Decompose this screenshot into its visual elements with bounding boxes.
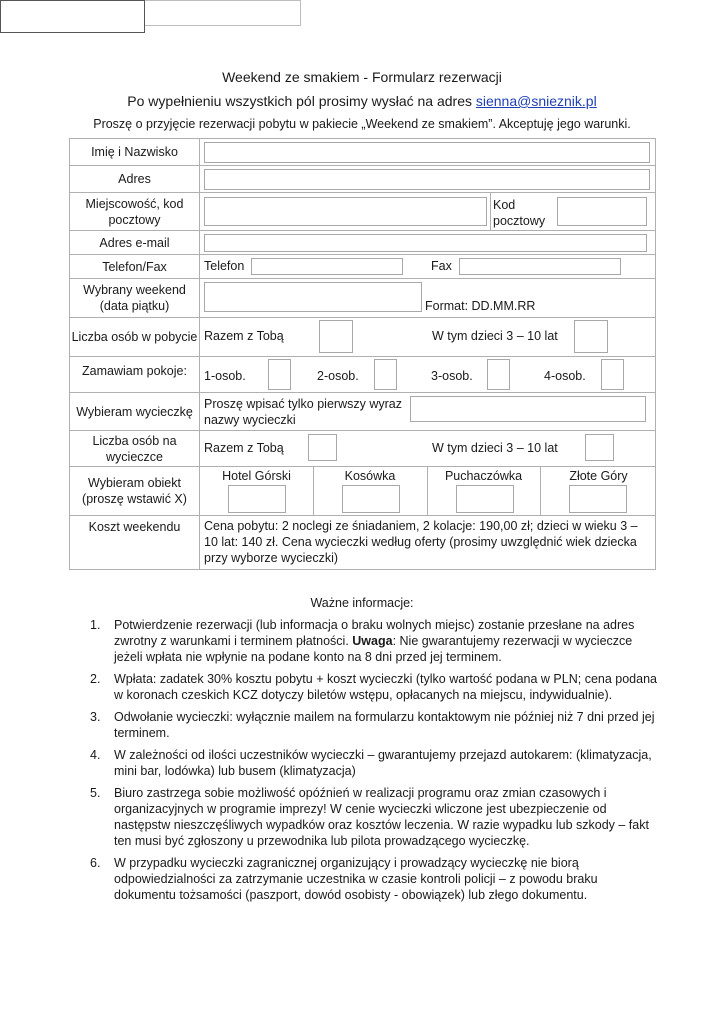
city-field[interactable] <box>204 197 487 226</box>
header-input-box[interactable] <box>0 0 145 33</box>
phonefax-label: Telefon/Fax <box>70 255 200 279</box>
postcode-label: Kod pocztowy <box>493 198 546 228</box>
trip-children-label: W tym dzieci 3 – 10 lat <box>432 441 558 455</box>
room-4-field[interactable] <box>601 359 624 390</box>
name-label: Imię i Nazwisko <box>70 139 200 166</box>
info-item: 3. Odwołanie wycieczki: wyłącznie mailem na formularzu kontaktowym nie później niż 7 dni przed jej terminem. <box>90 710 655 740</box>
info-item: 4. W zależności od ilości uczestników wycieczki – gwarantujemy przejazd autokarem: (klimatyzacja, mini bar, lodówka) lub busem (klimatyzacja) <box>90 748 652 778</box>
info-item: 5. Biuro zastrzega sobie możliwość opóźnień w realizacji programu oraz zmian czasowych i organizacyjnych w programie imprezy! W cenie wycieczki wliczone jest ubezpieczenie od następstw nieszczęśliwych wypadków oraz kosztów leczenia. W razie wypadku lub szkody – fakt ten musi być zgłoszony u przewodnika lub pilota prowadzącego wycieczkę. <box>90 786 649 848</box>
email-field[interactable] <box>204 234 647 252</box>
email-link[interactable]: sienna@snieznik.pl <box>475 93 597 109</box>
weekend-format-hint: Format: DD.MM.RR <box>425 299 536 313</box>
trip-with-you-label: Razem z Tobą <box>204 441 284 455</box>
subtitle-text: Po wypełnieniu wszystkich pól prosimy wysłać na adres <box>127 93 476 109</box>
persons-count-field[interactable] <box>319 320 353 353</box>
address-field[interactable] <box>204 169 650 190</box>
trip-children-field[interactable] <box>585 434 614 461</box>
page-subtitle <box>0 93 724 109</box>
name-field[interactable] <box>204 142 650 163</box>
info-item: 6. W przypadku wycieczki zagranicznej organizujący i prowadzący wycieczkę nie biorą odpowiedzialności za zatrzymanie uczestnika w czasie kontroli policji – z powodu braku dokumentu tożsamości (paszport, dowód osobisty - obowiązek) lub złego dokumentu. <box>90 856 598 902</box>
object-puchaczowka-label: Puchaczówka <box>444 469 523 483</box>
trip-label: Wybieram wycieczkę <box>70 393 200 431</box>
trip-hint: Proszę wpisać tylko pierwszy wyraz nazwy wycieczki <box>204 397 402 427</box>
object-label: Wybieram obiekt (proszę wstawić X) <box>70 467 200 516</box>
object-zlote-gory-field[interactable] <box>569 485 627 513</box>
fax-field[interactable] <box>459 258 621 275</box>
info-item: 1. Potwierdzenie rezerwacji (lub informacja o braku wolnych miejsc) zostanie przesłane na adres zwrotny z warunkami i terminem płatności. Uwaga: Nie gwarantujemy rezerwacji w wycieczce jeżeli wpłata nie wpłynie na podane konto na 8 dni przed jej terminem. <box>90 618 635 664</box>
rooms-label: Zamawiam pokoje: <box>70 357 200 393</box>
cost-label: Koszt weekendu <box>70 516 200 570</box>
info-list <box>88 617 658 909</box>
room-1-field[interactable] <box>268 359 291 390</box>
postcode-field[interactable] <box>557 197 647 226</box>
object-zlote-gory-label: Złote Góry <box>569 469 628 483</box>
room-2-field[interactable] <box>374 359 397 390</box>
room-4-label: 4-osob. <box>544 369 586 383</box>
persons-children-field[interactable] <box>574 320 608 353</box>
email-label: Adres e-mail <box>70 231 200 255</box>
object-hotel-gorski-label: Hotel Górski <box>222 469 291 483</box>
city-label: Miejscowość, kod pocztowy <box>70 193 200 231</box>
persons-label: Liczba osób w pobycie <box>70 318 200 357</box>
weekend-date-field[interactable] <box>204 282 422 312</box>
header-input-box-secondary[interactable] <box>145 0 301 26</box>
address-label: Adres <box>70 166 200 193</box>
object-kosowka-label: Kosówka <box>344 469 396 483</box>
reservation-form <box>69 138 656 570</box>
fax-label: Fax <box>431 259 452 273</box>
trip-name-field[interactable] <box>410 396 646 422</box>
info-item: 2. Wpłata: zadatek 30% kosztu pobytu + koszt wycieczki (tylko wartość podana w PLN; cena podana w koronach czeskich KCZ dotyczy biletów wstępu, opłacanych na miejscu, indywidualnie). <box>90 672 657 702</box>
room-3-field[interactable] <box>487 359 510 390</box>
object-hotel-gorski-field[interactable] <box>228 485 286 513</box>
object-kosowka-field[interactable] <box>342 485 400 513</box>
room-2-label: 2-osob. <box>317 369 359 383</box>
phone-field[interactable] <box>251 258 403 275</box>
object-puchaczowka-field[interactable] <box>456 485 514 513</box>
persons-children-label: W tym dzieci 3 – 10 lat <box>432 329 558 343</box>
trip-persons-label: Liczba osób na wycieczce <box>70 431 200 467</box>
persons-with-you-label: Razem z Tobą <box>204 329 284 343</box>
phone-label: Telefon <box>204 259 245 273</box>
cost-text: Cena pobytu: 2 noclegi ze śniadaniem, 2 kolacje: 190,00 zł; dzieci w wieku 3 – 10 lat: 140 zł. Cena wycieczki według oferty (prosimy uwzględnić wiek dziecka przy wyborze wycieczki) <box>204 519 638 565</box>
weekend-label: Wybrany weekend (data piątku) <box>70 279 200 318</box>
accept-terms-text: Proszę o przyjęcie rezerwacji pobytu w pakiecie „Weekend ze smakiem”. Akceptuję jego warunki. <box>93 117 631 131</box>
info-title: Ważne informacje: <box>310 596 414 610</box>
page-title: Weekend ze smakiem - Formularz rezerwacji <box>222 69 502 85</box>
trip-persons-field[interactable] <box>308 434 337 461</box>
room-3-label: 3-osob. <box>431 369 473 383</box>
room-1-label: 1-osob. <box>204 369 246 383</box>
